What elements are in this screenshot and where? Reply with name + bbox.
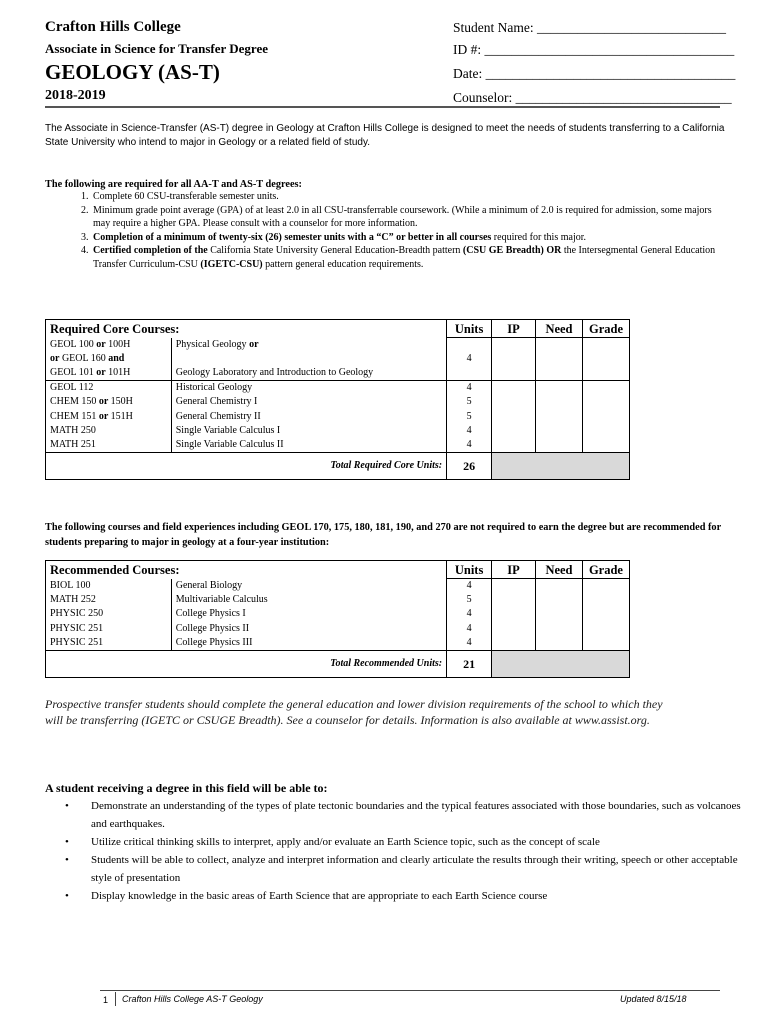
requirement-item: 3. Completion of a minimum of twenty-six (26) semester units with a “C” or better in all courses required for this major. [91, 231, 725, 245]
table-row [46, 424, 630, 438]
recommended-courses-table [45, 560, 630, 678]
table-row [46, 381, 630, 396]
need-cell[interactable] [536, 622, 583, 636]
table-header-row [46, 320, 630, 338]
total-shaded-cell [492, 651, 630, 678]
student-name-field[interactable]: Student Name: ____________________________ [453, 20, 726, 35]
course-units: 5 [447, 410, 492, 424]
need-cell[interactable] [536, 607, 583, 621]
requirement-item: 4. Certified completion of the California State University General Education-Breadth pattern (CSU GE Breadth) OR the Intersegmental General Education Transfer Curriculum-CSU (IGETC-CSU) pattern general education requirements. [91, 244, 725, 271]
program-title: GEOLOGY (AS-T) [45, 60, 220, 84]
footer-title: Crafton Hills College AS-T Geology [122, 994, 263, 1004]
course-title: Single Variable Calculus I [171, 424, 446, 438]
core-courses-title: Required Core Courses: [46, 320, 447, 338]
total-label: Total Required Core Units: [46, 453, 447, 480]
ip-header: IP [492, 561, 536, 579]
need-cell[interactable] [536, 424, 583, 438]
course-code: GEOL 112 [46, 381, 172, 396]
total-row [46, 453, 630, 480]
course-units: 4 [447, 622, 492, 636]
course-units: 4 [447, 579, 492, 594]
need-cell[interactable] [536, 636, 583, 651]
bullet-icon: • [65, 890, 69, 902]
need-header: Need [536, 320, 583, 338]
ip-cell[interactable] [492, 636, 536, 651]
grade-cell[interactable] [582, 438, 629, 453]
total-shaded-cell [492, 453, 630, 480]
outcomes-list [45, 797, 749, 905]
catalog-year: 2018-2019 [45, 88, 106, 103]
total-label: Total Recommended Units: [46, 651, 447, 678]
grade-cell[interactable] [582, 424, 629, 438]
grade-cell[interactable] [582, 636, 629, 651]
need-cell[interactable] [536, 410, 583, 424]
recommended-courses-title: Recommended Courses: [46, 561, 447, 579]
counselor-field[interactable]: Counselor: ________________________________ [453, 90, 732, 105]
table-row [46, 593, 630, 607]
need-cell[interactable] [536, 381, 583, 396]
total-units: 26 [447, 453, 492, 480]
units-header: Units [447, 561, 492, 579]
table-row [46, 607, 630, 621]
outcome-item: • Display knowledge in the basic areas of Earth Science that are appropriate to each Earth Science course [89, 887, 749, 905]
footer-updated: Updated 8/15/18 [620, 994, 687, 1004]
transfer-note: Prospective transfer students should complete the general education and lower division requirements of the school to which they will be transferring (IGETC or CSUGE Breadth). See a counselor for details. Information is also available at www.assist.org. [45, 697, 663, 727]
bullet-icon: • [65, 800, 69, 812]
course-code: PHYSIC 251 [46, 622, 172, 636]
course-title: College Physics III [171, 636, 446, 651]
table-row [46, 410, 630, 424]
grade-cell[interactable] [582, 338, 629, 381]
course-title: Physical Geology or Geology Laboratory and Introduction to Geology [171, 338, 446, 381]
course-units: 4 [447, 636, 492, 651]
table-row [46, 636, 630, 651]
outcome-item: • Demonstrate an understanding of the types of plate tectonic boundaries and the typical features associated with those boundaries, such as volcanoes and earthquakes. [89, 797, 749, 833]
outcomes-heading: A student receiving a degree in this field will be able to: [45, 781, 328, 795]
course-title: Historical Geology [171, 381, 446, 396]
grade-header: Grade [582, 320, 629, 338]
page-number: 1 [103, 995, 109, 1005]
outcome-item: • Students will be able to collect, analyze and interpret information and clearly articulate the results through their writing, speech or other acceptable style of presentation [89, 851, 749, 887]
course-units: 4 [447, 607, 492, 621]
ip-cell[interactable] [492, 593, 536, 607]
grade-cell[interactable] [582, 622, 629, 636]
requirements-section [45, 179, 725, 271]
ip-header: IP [492, 320, 536, 338]
recommended-note: The following courses and field experiences including GEOL 170, 175, 180, 181, 190, and 270 are not required to earn the degree but are recommended for students preparing to major in geology at a four-year institution: [45, 522, 721, 548]
ip-cell[interactable] [492, 381, 536, 396]
course-units: 4 [447, 338, 492, 381]
course-code: MATH 250 [46, 424, 172, 438]
course-title: General Biology [171, 579, 446, 594]
course-title: Single Variable Calculus II [171, 438, 446, 453]
grade-cell[interactable] [582, 381, 629, 396]
need-cell[interactable] [536, 395, 583, 409]
grade-header: Grade [582, 561, 629, 579]
ip-cell[interactable] [492, 622, 536, 636]
course-code: PHYSIC 250 [46, 607, 172, 621]
need-cell[interactable] [536, 338, 583, 381]
outcome-item: • Utilize critical thinking skills to interpret, apply and/or evaluate an Earth Science topic, such as the concept of scale [89, 833, 749, 851]
table-row [46, 622, 630, 636]
ip-cell[interactable] [492, 395, 536, 409]
ip-cell[interactable] [492, 438, 536, 453]
footer-divider [115, 992, 116, 1006]
date-field[interactable]: Date: _____________________________________ [453, 66, 736, 81]
intro-paragraph: The Associate in Science-Transfer (AS-T) degree in Geology at Crafton Hills College is designed to meet the needs of students transferring to a California State University who intend to major in Geology or a related field of study. [45, 123, 725, 148]
need-cell[interactable] [536, 593, 583, 607]
grade-cell[interactable] [582, 579, 629, 594]
ip-cell[interactable] [492, 607, 536, 621]
requirement-item: 1. Complete 60 CSU-transferable semester units. [91, 190, 725, 204]
table-row [46, 579, 630, 594]
course-code: CHEM 151 or 151H [46, 410, 172, 424]
need-cell[interactable] [536, 579, 583, 594]
course-units: 5 [447, 395, 492, 409]
need-cell[interactable] [536, 438, 583, 453]
table-header-row [46, 561, 630, 579]
course-code: MATH 252 [46, 593, 172, 607]
bullet-icon: • [65, 836, 69, 848]
college-name: Crafton Hills College [45, 19, 181, 35]
footer-rule [100, 990, 720, 991]
grade-cell[interactable] [582, 395, 629, 409]
ip-cell[interactable] [492, 579, 536, 594]
course-code: BIOL 100 [46, 579, 172, 594]
bullet-icon: • [65, 854, 69, 866]
course-code: GEOL 100 or 100H or GEOL 160 and GEOL 101 or 101H [46, 338, 172, 381]
course-title: Multivariable Calculus [171, 593, 446, 607]
course-units: 4 [447, 438, 492, 453]
grade-cell[interactable] [582, 607, 629, 621]
course-title: College Physics II [171, 622, 446, 636]
total-row [46, 651, 630, 678]
grade-cell[interactable] [582, 593, 629, 607]
course-units: 5 [447, 593, 492, 607]
course-units: 4 [447, 381, 492, 396]
total-units: 21 [447, 651, 492, 678]
need-header: Need [536, 561, 583, 579]
ip-cell[interactable] [492, 424, 536, 438]
course-title: General Chemistry I [171, 395, 446, 409]
table-row [46, 338, 630, 381]
header-rule [45, 106, 720, 108]
grade-cell[interactable] [582, 410, 629, 424]
requirements-list [45, 190, 725, 271]
course-code: PHYSIC 251 [46, 636, 172, 651]
requirements-heading: The following are required for all AA-T and AS-T degrees: [45, 179, 302, 190]
course-code: MATH 251 [46, 438, 172, 453]
table-row [46, 438, 630, 453]
degree-type: Associate in Science for Transfer Degree [45, 41, 268, 56]
core-courses-table [45, 319, 630, 480]
course-units: 4 [447, 424, 492, 438]
student-id-field[interactable]: ID #: _____________________________________ [453, 42, 735, 57]
ip-cell[interactable] [492, 338, 536, 381]
requirement-item: 2. Minimum grade point average (GPA) of at least 2.0 in all CSU-transferrable coursework. (While a minimum of 2.0 is required for admission, some majors may require a higher GPA. Please consult with a counselor for more information. [91, 204, 725, 231]
units-header: Units [447, 320, 492, 338]
table-row [46, 395, 630, 409]
course-code: CHEM 150 or 150H [46, 395, 172, 409]
course-title: College Physics I [171, 607, 446, 621]
ip-cell[interactable] [492, 410, 536, 424]
course-title: General Chemistry II [171, 410, 446, 424]
